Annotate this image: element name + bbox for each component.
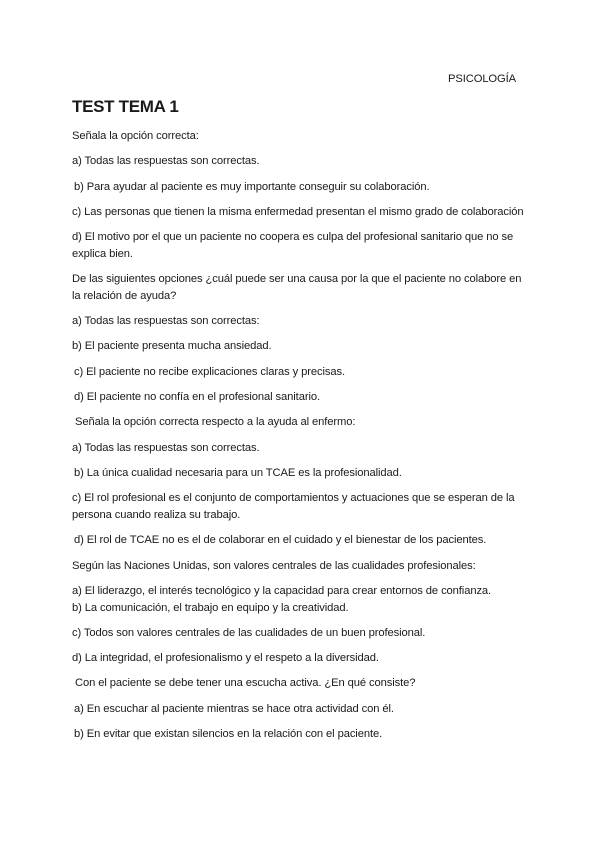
question-list (72, 128, 528, 751)
question-1-prompt: Señala la opción correcta: (72, 130, 199, 142)
question-2-option-c: c) El paciente no recibe explicaciones claras y precisas. (74, 365, 346, 378)
question-2-option-b: b) El paciente presenta mucha ansiedad. (72, 340, 272, 353)
question-4-option-a: a) El liderazgo, el interés tecnológico y la capacidad para crear entornos de confianza. (72, 584, 492, 597)
question-3-option-d: d) El rol de TCAE no es el de colaborar en el cuidado y el bienestar de los pacientes. (74, 534, 487, 547)
question-3-option-c: c) El rol profesional es el conjunto de comportamientos y actuaciones que se esperan de la persona cuando realiza su trabajo. (72, 492, 515, 521)
page-title: TEST TEMA 1 (72, 97, 179, 116)
question-1-option-b: b) Para ayudar al paciente es muy importante conseguir su colaboración. (74, 180, 430, 193)
question-5-option-a: a) En escuchar al paciente mientras se hace otra actividad con él. (74, 702, 394, 715)
question-5-prompt: Con el paciente se debe tener una escucha activa. ¿En qué consiste? (75, 677, 416, 690)
question-4-option-b: b) La comunicación, el trabajo en equipo y la creatividad. (72, 601, 349, 614)
question-3-prompt: Señala la opción correcta respecto a la ayuda al enfermo: (75, 416, 356, 429)
subject-label: PSICOLOGÍA (448, 73, 517, 85)
question-2-option-d: d) El paciente no confía en el profesional sanitario. (74, 391, 320, 404)
question-4-option-d: d) La integridad, el profesionalismo y el respeto a la diversidad. (72, 652, 379, 665)
question-5-option-b: b) En evitar que existan silencios en la relación con el paciente. (74, 728, 383, 741)
question-3-option-a: a) Todas las respuestas son correctas. (72, 441, 260, 454)
question-1-option-c: c) Las personas que tienen la misma enfermedad presentan el mismo grado de colaboración (72, 205, 524, 218)
question-1-option-a: a) Todas las respuestas son correctas. (72, 155, 260, 168)
question-2-option-a: a) Todas las respuestas son correctas: (72, 315, 260, 328)
question-3-option-b: b) La única cualidad necesaria para un TCAE es la profesionalidad. (74, 466, 402, 479)
question-1-option-d: d) El motivo por el que un paciente no coopera es culpa del profesional sanitario que no se explica bien. (72, 231, 514, 260)
question-4-option-c: c) Todos son valores centrales de las cualidades de un buen profesional. (72, 626, 426, 639)
question-4-prompt: Según las Naciones Unidas, son valores centrales de las cualidades profesionales: (72, 559, 476, 572)
question-2-prompt: De las siguientes opciones ¿cuál puede ser una causa por la que el paciente no colabore en la relación de ayuda? (72, 273, 522, 302)
